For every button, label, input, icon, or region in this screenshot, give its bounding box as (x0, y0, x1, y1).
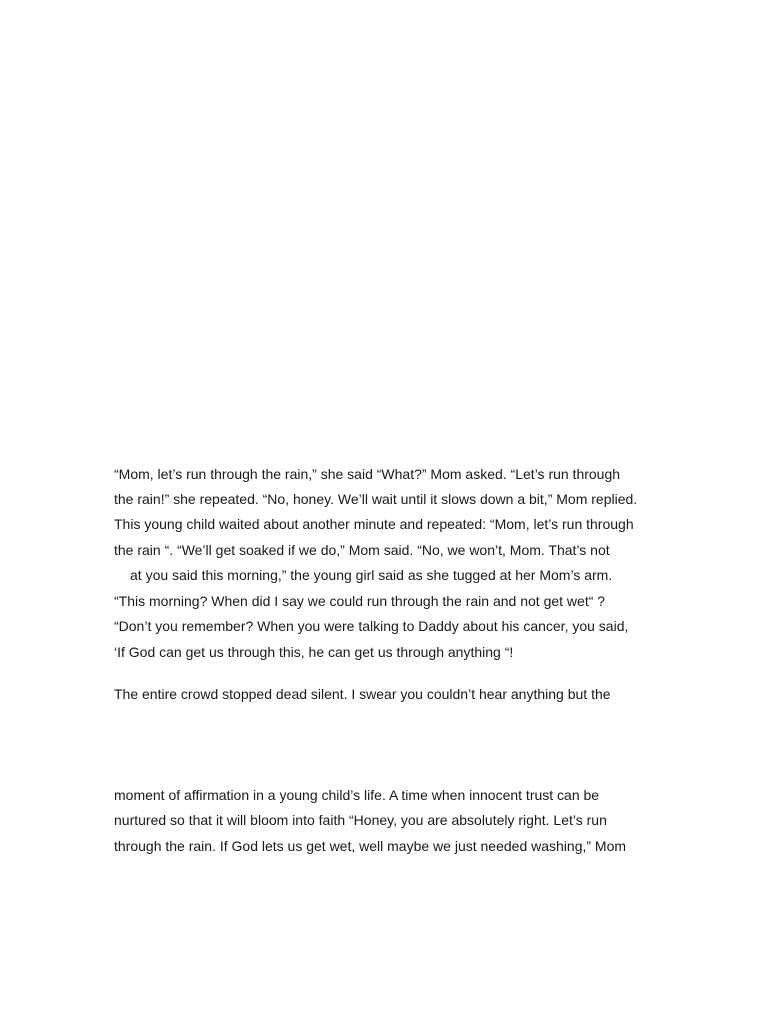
text-line: The entire crowd stopped dead silent. I swear you couldn’t hear anything but the (114, 686, 611, 702)
text-line: “Don’t you remember? When you were talking to Daddy about his cancer, you said, (114, 618, 629, 634)
text-line: at you said this morning,” the young girl said as she tugged at her Mom’s arm. (130, 567, 613, 583)
text-line: “This morning? When did I say we could run through the rain and not get wet“ ? (114, 593, 606, 609)
text-line: through the rain. If God lets us get wet, well maybe we just needed washing,” Mom (114, 838, 627, 854)
text-line: the rain “. “We’ll get soaked if we do,” Mom said. “No, we won’t, Mom. That’s not (114, 542, 610, 558)
text-line: the rain!” she repeated. “No, honey. We’ll wait until it slows down a bit,” Mom replied. (114, 491, 638, 507)
text-line: This young child waited about another minute and repeated: “Mom, let’s run through (114, 516, 634, 532)
text-line: “Mom, let’s run through the rain,” she said “What?” Mom asked. “Let’s run through (114, 466, 621, 482)
text-line: nurtured so that it will bloom into faith “Honey, you are absolutely right. Let’s run (114, 812, 607, 828)
text-line: moment of affirmation in a young child’s life. A time when innocent trust can be (114, 787, 600, 803)
text-line: ‘If God can get us through this, he can get us through anything “! (114, 644, 514, 660)
